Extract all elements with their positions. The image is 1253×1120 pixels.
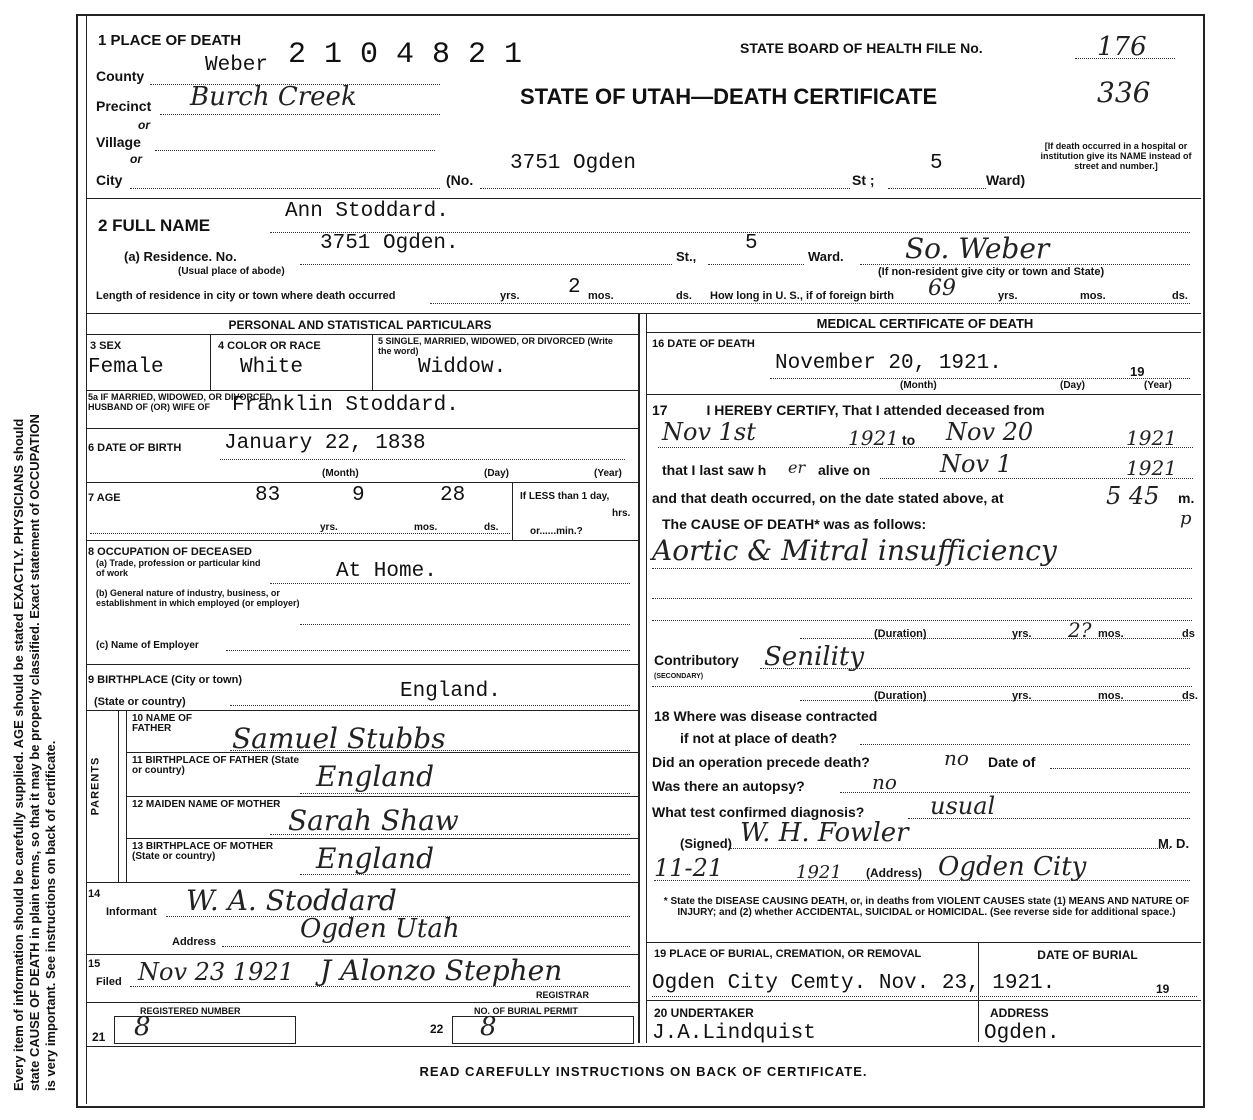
row-birthplace-line [86, 710, 638, 711]
mother-bp-label: 13 BIRTHPLACE OF MOTHER (State or country) [132, 841, 274, 862]
lastsaw-label: that I last saw h [662, 462, 767, 478]
cause-value: Aortic & Mitral insufficiency [652, 534, 1057, 567]
row-age-line [86, 540, 638, 541]
length-ds-label: ds. [676, 290, 692, 302]
mother-line [270, 834, 630, 835]
less-label: If LESS than 1 day, [520, 491, 610, 502]
county-value: Weber [205, 54, 269, 77]
dur2-ds-label: ds. [1182, 690, 1198, 702]
permit-value: 8 [480, 1012, 497, 1042]
to-value: Nov 20 [946, 418, 1034, 446]
nonresident-value: So. Weber [905, 232, 1050, 265]
death-month-label: (Month) [900, 380, 937, 391]
age-label: 7 AGE [88, 492, 121, 504]
sidebar-line-3: is very important. See instructions on back of certificate. [43, 740, 58, 1091]
spouse-value: Franklin Stoddard. [232, 394, 459, 417]
sig-address-label: (Address) [866, 866, 923, 880]
residence-sub: (Usual place of abode) [178, 266, 285, 277]
autopsy-label: Was there an autopsy? [652, 778, 805, 794]
from-year: 1921 [848, 426, 899, 450]
secondary-label: (SECONDARY) [654, 673, 704, 680]
occ-a-line [270, 583, 630, 584]
registrar-signature: J Alonzo Stephen [320, 954, 563, 987]
reg-number-label: REGISTERED NUMBER [140, 1006, 241, 1016]
mother-bp-line [300, 874, 630, 875]
age-line [90, 533, 510, 534]
sidebar-line-1: Every item of information should be carefully supplied. AGE should be stated EXACTLY. PHYSICIANS should [11, 418, 26, 1091]
occ-a-label: (a) Trade, profession or particular kind of work [96, 558, 261, 578]
length-line [430, 303, 1190, 304]
village-label: Village [96, 134, 141, 150]
birthplace-line [230, 705, 630, 706]
no-label: (No. [446, 172, 474, 188]
father-bp-label: 11 BIRTHPLACE OF FATHER (State or country) [132, 755, 300, 776]
nonresident-line [860, 264, 1190, 265]
autopsy-line [840, 792, 1190, 793]
file-number-label: STATE BOARD OF HEALTH FILE No. [740, 40, 983, 56]
age-mos-value: 9 [352, 484, 365, 507]
medical-heading-line [646, 332, 1201, 333]
test-line [908, 818, 1190, 819]
full-name-value: Ann Stoddard. [285, 200, 449, 223]
sex-label: 3 SEX [90, 340, 122, 352]
less-divider [512, 482, 513, 540]
dur2-mos-label: mos. [1098, 690, 1124, 702]
date-of-death-label: 16 DATE OF DEATH [652, 338, 755, 350]
dob-month-label: (Month) [322, 468, 359, 479]
marital-value: Widdow. [418, 356, 507, 379]
from-line [658, 447, 1193, 448]
color-label: 4 COLOR OR RACE [218, 340, 321, 352]
dur-mos-label: mos. [1098, 628, 1124, 640]
residence-label: (a) Residence. No. [124, 249, 237, 264]
signed-date: 11-21 [654, 854, 724, 882]
marital-label: 5 SINGLE, MARRIED, WIDOWED, OR DIVORCED (Write the word) [378, 336, 613, 356]
permit-prefix: 22 [430, 1022, 444, 1036]
length-mos-label: mos. [588, 290, 614, 302]
birthplace-label: 9 BIRTHPLACE (City or town) [88, 674, 242, 686]
parents-label: PARENTS [89, 756, 102, 816]
row-dob-line [86, 482, 638, 483]
bottom-line [86, 1046, 1201, 1047]
length-mos-value: 2 [568, 276, 581, 299]
birthplace-sub: (State or country) [94, 696, 186, 708]
duration2-label: (Duration) [874, 690, 927, 702]
informant-value: W. A. Stoddard [186, 884, 397, 917]
hrs-label: hrs. [612, 508, 631, 519]
reg-number-value: 8 [134, 1012, 151, 1042]
burial-value: Ogden City Cemty. Nov. 23, 1921. [652, 972, 1056, 995]
death-day-label: (Day) [1060, 380, 1086, 391]
occ-b-label: (b) General nature of industry, business, or establishment in which employed (or employer) [96, 588, 300, 608]
nonresident-note: (If non-resident give city or town and State) [878, 266, 1105, 278]
duration-line [800, 638, 1190, 639]
filed-bottom-line [86, 1002, 638, 1003]
date-bottom-line [646, 394, 1201, 395]
burial-date-label: DATE OF BURIAL [1037, 948, 1138, 962]
filed-value: Nov 23 1921 [138, 958, 294, 986]
father-bp-value: England [316, 760, 435, 793]
burial-permit-label: NO. OF BURIAL PERMIT [474, 1006, 578, 1016]
date-of-death-value: November 20, 1921. [775, 352, 1002, 375]
burial-line [652, 996, 1197, 997]
to-label: to [902, 432, 916, 448]
row-spouse-line [86, 428, 638, 429]
file-number-line [1075, 58, 1175, 59]
parents-divider-1 [118, 710, 119, 882]
time-value: 5 45 [1106, 482, 1160, 510]
column-divider [638, 313, 640, 1043]
certify-line: 17 I HEREBY CERTIFY, That I attended deceased from [652, 402, 1045, 418]
where-label: 18 Where was disease contracted [654, 708, 878, 724]
cause-line-1 [652, 568, 1192, 569]
dob-line [220, 459, 625, 460]
where-sub: if not at place of death? [680, 730, 838, 746]
medical-heading: MEDICAL CERTIFICATE OF DEATH [816, 316, 1034, 331]
address-line [480, 188, 850, 189]
test-value: usual [930, 792, 996, 820]
us-ds-label: ds. [1172, 290, 1188, 302]
sidebar-line-2: state CAUSE OF DEATH in plain terms, so that it may be properly classified. Exact statement of OCCUPATION [27, 414, 42, 1091]
lastsaw-line [880, 478, 1193, 479]
duration-label: (Duration) [874, 628, 927, 640]
filed-number: 15 [88, 958, 101, 970]
father-row-line [126, 752, 638, 753]
registrar-label: REGISTRAR [536, 990, 590, 1000]
name-divider [86, 313, 1201, 314]
us-mos-label: mos. [1080, 290, 1106, 302]
undertaker-label: 20 UNDERTAKER [654, 1006, 754, 1020]
us-label: How long in U. S., if of foreign birth [710, 290, 894, 302]
state-title: STATE OF UTAH—DEATH CERTIFICATE [520, 84, 938, 109]
father-label: 10 NAME OF FATHER [132, 713, 193, 734]
autopsy-value: no [872, 770, 897, 794]
occ-c-label: (c) Name of Employer [96, 640, 199, 651]
signed-value: W. H. Fowler [740, 818, 909, 848]
sig-address-value: Ogden City [938, 852, 1087, 882]
reg-prefix: 21 [92, 1030, 106, 1044]
informant-address: Ogden Utah [300, 914, 460, 944]
header-divider [86, 198, 1201, 199]
burial-label: 19 PLACE OF BURIAL, CREMATION, OR REMOVAL [654, 948, 922, 960]
operation-value: no [944, 746, 969, 770]
place-of-death-label: 1 PLACE OF DEATH [98, 32, 242, 49]
age-yrs-label: yrs. [320, 522, 338, 533]
village-line [155, 150, 435, 151]
dur2-yrs-label: yrs. [1012, 690, 1032, 702]
dob-label: 6 DATE OF BIRTH [88, 442, 182, 454]
parents-bottom-line [86, 882, 638, 883]
file-number: 176 [1097, 32, 1147, 62]
residence-value: 3751 Ogden. [320, 232, 459, 255]
cause-line-3 [652, 620, 1192, 621]
st-label: St ; [852, 172, 875, 188]
precinct-label: Precinct [96, 98, 152, 114]
dob-value: January 22, 1838 [224, 432, 426, 455]
burial-bottom-line [646, 1000, 1201, 1001]
father-bp-line [300, 793, 630, 794]
ut-address-value: Ogden. [984, 1022, 1060, 1045]
or-label-2: or [130, 152, 142, 166]
ward-value: 5 [930, 152, 943, 175]
lastsaw-value: Nov 1 [940, 450, 1012, 478]
father-value: Samuel Stubbs [232, 722, 446, 755]
birthplace-value: England. [400, 680, 501, 703]
length-label: Length of residence in city or town where death occurred [96, 290, 396, 302]
hospital-note: [If death occurred in a hospital or institution give its NAME instead of street and number.] [1040, 141, 1192, 171]
p-label: p [1180, 508, 1192, 529]
precinct-line [160, 114, 440, 115]
stamp-number: 2 1 0 4 8 2 1 [288, 38, 523, 72]
alive-on-label: alive on [818, 462, 871, 478]
color-value: White [240, 356, 304, 379]
occ-c-line [226, 650, 630, 651]
ut-address-label: ADDRESS [990, 1006, 1049, 1020]
informant-label-text: Informant [106, 906, 157, 918]
footnote-bottom-line [646, 942, 1201, 943]
undertaker-value: J.A.Lindquist [652, 1022, 816, 1045]
duration2-line [800, 700, 1190, 701]
lastsaw-year: 1921 [1126, 456, 1177, 480]
address-label: Address [172, 936, 217, 948]
occ-b-line [300, 624, 630, 625]
father-bp-row-line [126, 796, 638, 797]
md-label: M. D. [1158, 836, 1190, 851]
sidebar-instructions [11, 11, 59, 1091]
dob-day-label: (Day) [484, 468, 510, 479]
ward-line [888, 188, 986, 189]
mother-value: Sarah Shaw [288, 804, 459, 837]
mother-bp-value: England [316, 842, 435, 875]
or-label-1: or [138, 118, 150, 132]
informant-number: 14 [88, 888, 101, 900]
dur-mos-value: 2? [1068, 618, 1092, 642]
date-19: 19 [1130, 364, 1145, 379]
filed-label-text: Filed [96, 976, 122, 988]
full-name-label: 2 FULL NAME [98, 216, 211, 235]
res-ward-label: Ward. [808, 249, 844, 264]
date-of-label: Date of [988, 754, 1036, 770]
occupation-value: At Home. [336, 560, 437, 583]
personal-heading-line [86, 334, 638, 335]
cause-label: The CAUSE OF DEATH* was as follows: [662, 516, 927, 532]
father-line [230, 750, 630, 751]
age-mos-label: mos. [414, 522, 438, 533]
us-yrs-value: 69 [928, 276, 956, 301]
dur-yrs-label: yrs. [1012, 628, 1032, 640]
age-ds-label: ds. [484, 522, 499, 533]
age-ds-value: 28 [440, 484, 466, 507]
personal-heading: PERSONAL AND STATISTICAL PARTICULARS [228, 318, 492, 332]
m-label: m. [1178, 490, 1195, 506]
date-of-death-line [770, 378, 1190, 379]
city-line [130, 188, 440, 189]
us-yrs-label: yrs. [998, 290, 1018, 302]
precinct-value: Burch Creek [190, 82, 357, 112]
county-label: County [96, 68, 145, 84]
res-ward-line [708, 264, 804, 265]
filed-line [130, 986, 630, 987]
footer-instructions: READ CAREFULLY INSTRUCTIONS ON BACK OF CERTIFICATE. [419, 1064, 868, 1079]
death-year-label: (Year) [1144, 380, 1172, 391]
mother-row-line [126, 838, 638, 839]
operation-label: Did an operation precede death? [652, 754, 870, 770]
from-value: Nov 1st [662, 418, 756, 446]
length-yrs-label: yrs. [500, 290, 520, 302]
dur-ds-label: ds [1182, 628, 1195, 640]
operation-line [1050, 768, 1190, 769]
where-line [860, 744, 1190, 745]
color-divider [372, 334, 373, 390]
row-sex-line [86, 390, 638, 391]
footnote: * State the DISEASE CAUSING DEATH, or, in deaths from VIOLENT CAUSES state (1) MEANS AND NATURE OF INJURY; and (2) whether ACCIDENTAL, SUICIDAL or HOMICIDAL. (See reverse side for additional space.) [663, 896, 1190, 918]
burial-19: 19 [1156, 982, 1170, 996]
test-label: What test confirmed diagnosis? [652, 804, 865, 820]
sig-address-line [654, 880, 1190, 881]
contributory-line [760, 668, 1190, 669]
contributory-line-2 [652, 686, 1192, 687]
cause-line-2 [652, 598, 1192, 599]
column-divider-2 [646, 313, 647, 1043]
signed-year: 1921 [796, 862, 842, 883]
left-margin-line [86, 14, 87, 1104]
contributory-value: Senility [764, 642, 865, 672]
ward-label: Ward) [986, 172, 1026, 188]
occupation-label: 8 OCCUPATION OF DECEASED [88, 546, 252, 558]
city-label: City [96, 172, 123, 188]
age-yrs-value: 83 [255, 484, 281, 507]
res-st-label: St., [676, 249, 697, 264]
to-year: 1921 [1126, 426, 1177, 450]
res-ward-value: 5 [745, 232, 758, 255]
file-number-2: 336 [1097, 76, 1151, 109]
signed-label: (Signed) [680, 836, 732, 851]
sex-divider [210, 334, 211, 390]
row-occ-line [86, 664, 638, 665]
lastsaw-her: er [788, 458, 806, 477]
mother-label: 12 MAIDEN NAME OF MOTHER [132, 799, 281, 810]
min-label: or......min.? [530, 526, 583, 537]
residence-line [300, 264, 672, 265]
address-value: 3751 Ogden [510, 152, 637, 175]
spouse-label: 5a IF MARRIED, WIDOWED, OR DIVORCED HUSBAND OF (OR) WIFE OF [88, 392, 273, 412]
contributory-label: Contributory [654, 652, 739, 668]
dob-year-label: (Year) [594, 468, 622, 479]
address-line-2 [222, 946, 630, 947]
occurred-label: and that death occurred, on the date stated above, at [652, 490, 1004, 506]
signed-line [730, 848, 1170, 849]
sex-value: Female [88, 356, 164, 379]
